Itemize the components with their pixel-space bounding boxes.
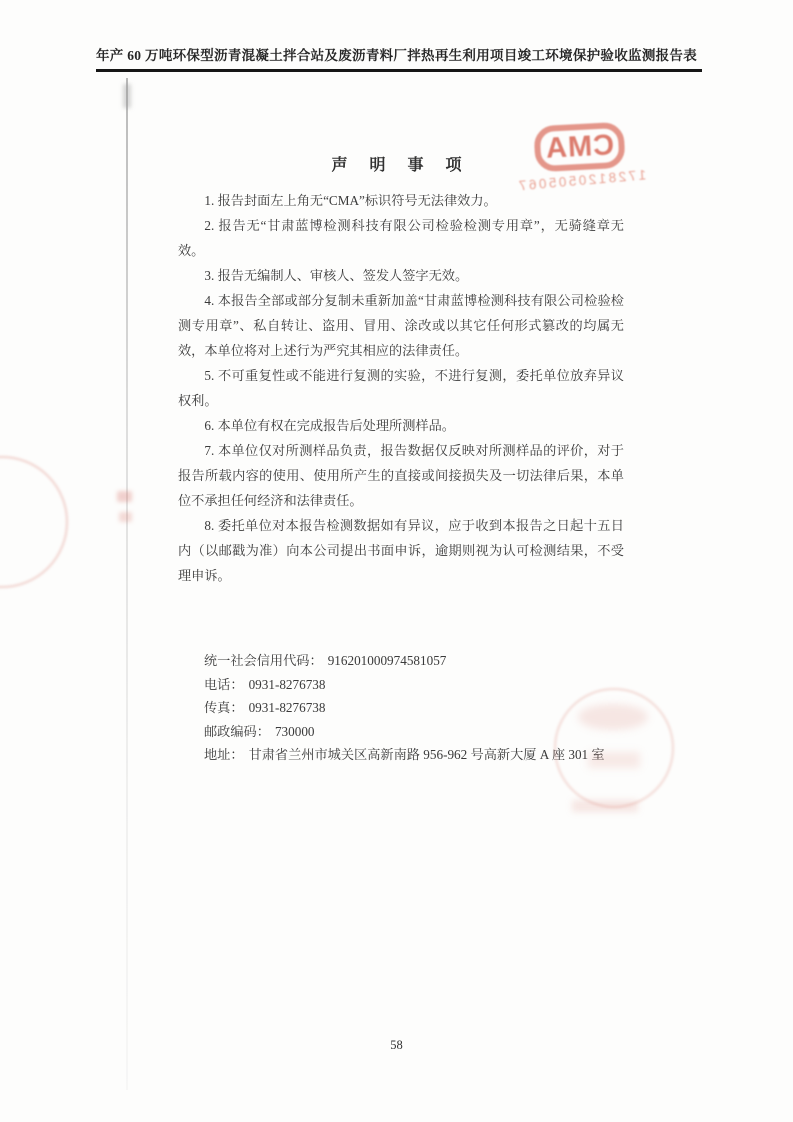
address-label: 地址： [204,747,244,762]
round-seal-bleedthrough [554,688,674,808]
phone-row [204,673,605,697]
report-header-title: 年产 60 万吨环保型沥青混凝土拌合站及废沥青料厂拌热再生利用项目竣工环境保护验收监测报告表 [95,48,698,63]
cma-stamp-icon: CMA [533,122,625,173]
statement-item-8: 8. 委托单位对本报告检测数据如有异议，应于收到本报告之日起十五日内（以邮戳为准）向本公司提出书面申诉，逾期则视为认可检测结果，不受理申诉。 [178,518,624,583]
fax-value: 0931-8276738 [248,700,326,715]
statements-list [178,188,624,588]
phone-value: 0931-8276738 [248,676,326,692]
postcode-label: 邮政编码： [204,723,270,739]
page-title: 声 明 事 项 [331,157,471,174]
fax-row [204,696,605,720]
statement-item-1: 1. 报告封面左上角无“CMA”标识符号无法律效力。 [204,193,497,208]
page-number: 58 [390,1038,403,1052]
fax-label: 传真： [204,700,244,715]
phone-label: 电话： [204,676,244,692]
header-divider [96,69,702,72]
statement-item-6: 6. 本单位有权在完成报告后处理所测样品。 [204,418,455,433]
postcode-row [204,720,605,744]
cma-stamp-serial: 1728120505067 [515,167,647,194]
statement-item-7: 7. 本单位仅对所测样品负责，报告数据仅反映对所测样品的评价，对于报告所载内容的使用、使用所产生的直接或间接损失及一切法律后果，本单位不承担任何经济和法律责任。 [178,443,624,508]
credit-code-value: 916201000974581057 [327,653,447,668]
credit-code-row [204,649,605,673]
scan-fold-line [126,78,128,1090]
contact-info-block [204,649,605,767]
address-row [204,743,605,767]
credit-code-label: 统一社会信用代码： [204,653,323,668]
edge-seal-mark [117,491,132,502]
address-value: 甘肃省兰州市城关区高新南路 956-962 号高新大厦 A 座 301 室 [248,747,605,762]
statement-item-4: 4. 本报告全部或部分复制未重新加盖“甘肃蓝博检测科技有限公司检验检测专用章”、私自转让、盗用、冒用、涂改或以其它任何形式篡改的均属无效，本单位将对上述行为严究其相应的法律责任。 [178,293,624,358]
statement-item-5: 5. 不可重复性或不能进行复测的实验，不进行复测，委托单位放弃异议权利。 [178,368,624,408]
statement-item-3: 3. 报告无编制人、审核人、签发人签字无效。 [204,268,469,283]
round-seal-mark [572,800,638,812]
edge-seal-mark [119,512,132,522]
edge-seal-bleedthrough [0,456,68,588]
scan-smudge [123,84,131,108]
postcode-value: 730000 [274,723,315,739]
statement-item-2: 2. 报告无“甘肃蓝博检测科技有限公司检验检测专用章”，无骑缝章无效。 [178,218,624,258]
